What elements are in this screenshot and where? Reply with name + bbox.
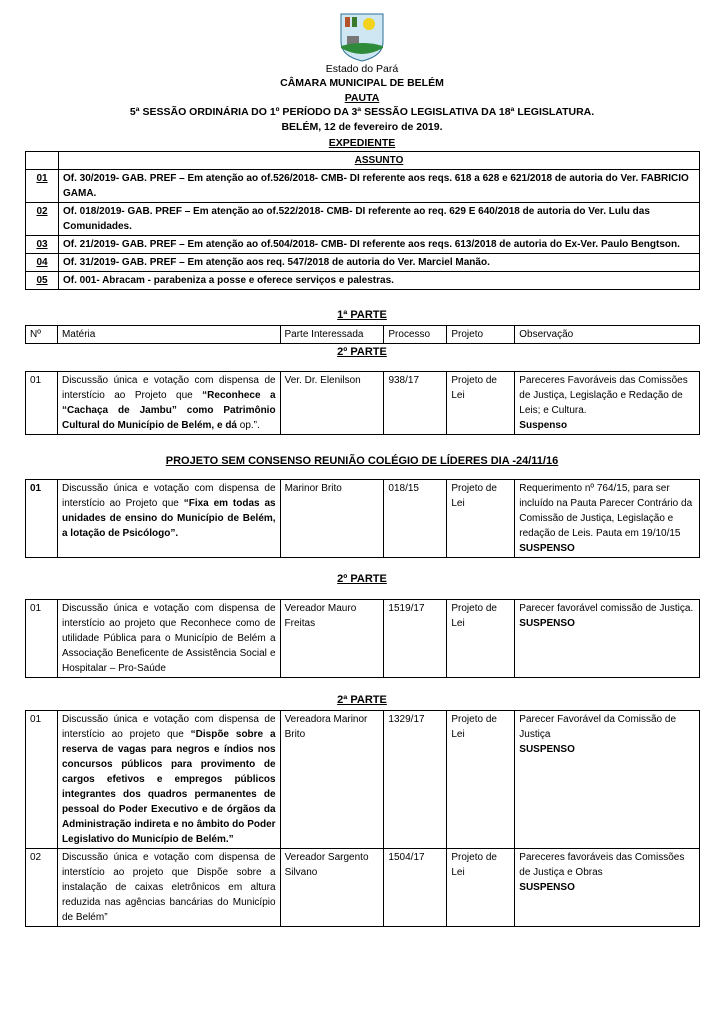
table-row [26,170,700,203]
column-header: Observação [515,326,700,344]
processo: 938/17 [384,372,447,435]
expediente-table [25,151,700,290]
column-header: Nº [26,326,58,344]
parte1-table [25,325,700,344]
item-number: 03 [26,236,59,254]
parte-interessada: Vereadora Marinor Brito [280,711,384,849]
parte1-title: 1ª PARTE [337,309,387,321]
materia-suffix: op.”. [237,420,260,431]
observacao [515,480,700,558]
materia [57,480,280,558]
processo: 1519/17 [384,600,447,678]
parte-interessada: Vereador Mauro Freitas [280,600,384,678]
projeto: Projeto de Lei [447,711,515,849]
item-subject: Of. 21/2019- GAB. PREF – Em atenção ao of.504/2018- CMB- DI referente aos reqs. 613/2018 de autoria do Ex-Ver. Paulo Bengtson. [59,236,700,254]
item-number: 01 [26,711,58,849]
expediente-title: EXPEDIENTE [328,137,396,149]
item-subject: Of. 30/2019- GAB. PREF – Em atenção ao of.526/2018- CMB- DI referente aos reqs. 618 a 628 e 621/2018 de autoria do Ver. FABRICIO GAMA. [59,170,700,203]
observacao [515,711,700,849]
materia-text: Discussão única e votação com dispensa de interstício ao Projeto que [61,483,276,509]
status-label: SUSPENSO [519,882,575,893]
column-header: Parte Interessada [280,326,384,344]
table-row [26,254,700,272]
parte-interessada: Marinor Brito [280,480,384,558]
section-title: 2º PARTE [337,346,387,358]
observacao-text: Pareceres favoráveis das Comissões de Justiça e Obras [519,852,685,878]
table-row [26,480,700,558]
item-number: 02 [26,849,58,927]
observacao-text: Requerimento nº 764/15, para ser incluído na Pauta Parecer Contrário da Comissão de Justiça, Legislação e redação de Leis. Pauta em 19/10/15 [519,483,693,539]
table-header-row [26,152,700,170]
processo: 1329/17 [384,711,447,849]
assunto-header: ASSUNTO [59,152,700,170]
session-date: BELÉM, 12 de fevereiro de 2019. [281,121,443,133]
item-number: 04 [26,254,59,272]
coat-of-arms-logo [337,12,387,62]
table-header-row [26,326,700,344]
materia [57,711,280,849]
observacao [515,849,700,927]
status-label: Suspenso [519,420,568,431]
materia-bold-text: “Fixa em todas as unidades de ensino do Município de Belém, a lotação de Psicólogo”. [61,498,276,539]
status-label: SUSPENSO [519,543,575,554]
item-number: 01 [26,600,58,678]
item-subject: Of. 001- Abracam - parabeniza a posse e oferece serviços e palestras. [59,272,700,290]
table-row [26,236,700,254]
parte-interessada: Ver. Dr. Elenilson [280,372,384,435]
observacao-text: Parecer Favorável da Comissão de Justiça [519,714,677,740]
materia-text: Discussão única e votação com dispensa de interstício ao projeto que Reconhece como de utilidade Pública para o Município de Belém a Associação Beneficente de Assistência Social e Hospitalar – Pro-Saúde [61,603,276,674]
processo: 1504/17 [384,849,447,927]
pauta-title: PAUTA [344,92,380,104]
item-number: 05 [26,272,59,290]
observacao-text: Pareceres Favoráveis das Comissões de Justiça, Legislação e Redação de Leis; e Cultura. [519,375,688,416]
processo: 018/15 [384,480,447,558]
status-label: SUSPENSO [519,744,575,755]
materia-text: Discussão única e votação com dispensa de interstício ao Projeto que [61,375,276,401]
section-title: 2º PARTE [337,573,387,585]
observacao-text: Parecer favorável comissão de Justiça. [519,603,694,614]
parte-interessada: Vereador Sargento Silvano [280,849,384,927]
state-name: Estado do Pará [325,63,399,75]
table-row [26,372,700,435]
materia-text: Discussão única e votação com dispensa de interstício ao projeto que Dispõe sobre a instalação de caixas eletrônicos em altura reduzida nas agências bancárias do Município de Belém” [61,852,276,923]
observacao [515,600,700,678]
status-label: SUSPENSO [519,618,575,629]
section-title: PROJETO SEM CONSENSO REUNIÃO COLÉGIO DE LÍDERES DIA -24/11/16 [165,455,559,467]
projeto: Projeto de Lei [447,849,515,927]
materia-bold-text: “Reconhece a “Cachaça de Jambu” como Patrimônio Cultural do Município de Belém, e dá [61,390,276,431]
item-number: 01 [26,372,58,435]
table-row [26,849,700,927]
materia-bold-text: “Dispõe sobre a reserva de vagas para negros e índios nos concursos públicos para provimento de cargos efetivos e empregos públicos integrantes dos quadros permanentes de pessoal do Poder Executivo e de órgãos da Administração indireta e no âmbito do Poder Legislativo do Município de Belém.” [61,729,276,845]
column-header: Projeto [447,326,515,344]
column-header: Matéria [57,326,280,344]
table-row [26,711,700,849]
materia [57,849,280,927]
projeto: Projeto de Lei [447,600,515,678]
section-title: 2ª PARTE [337,694,387,706]
item-subject: Of. 018/2019- GAB. PREF – Em atenção ao of.522/2018- CMB- DI referente ao req. 629 E 640/2018 de autoria do Ver. Lulu das Comunidades. [59,203,700,236]
table-row [26,203,700,236]
item-number: 01 [26,170,59,203]
materia-text: Discussão única e votação com dispensa de interstício ao projeto que [61,714,276,740]
projeto: Projeto de Lei [447,480,515,558]
materia [57,372,280,435]
table-row [26,600,700,678]
session-title: 5ª SESSÃO ORDINÁRIA DO 1º PERÍODO DA 3ª SESSÃO LEGISLATIVA DA 18ª LEGISLATURA. [129,106,595,118]
table-row [26,272,700,290]
item-number: 02 [26,203,59,236]
column-header: Processo [384,326,447,344]
item-number: 01 [26,480,58,558]
observacao [515,372,700,435]
chamber-name: CÂMARA MUNICIPAL DE BELÉM [280,77,444,89]
item-subject: Of. 31/2019- GAB. PREF – Em atenção aos req. 547/2018 de autoria do Ver. Marciel Manão. [59,254,700,272]
materia-table [25,599,700,678]
projeto: Projeto de Lei [447,372,515,435]
materia [57,600,280,678]
materia-table [25,710,700,927]
materia-table [25,479,700,558]
materia-table [25,371,700,435]
